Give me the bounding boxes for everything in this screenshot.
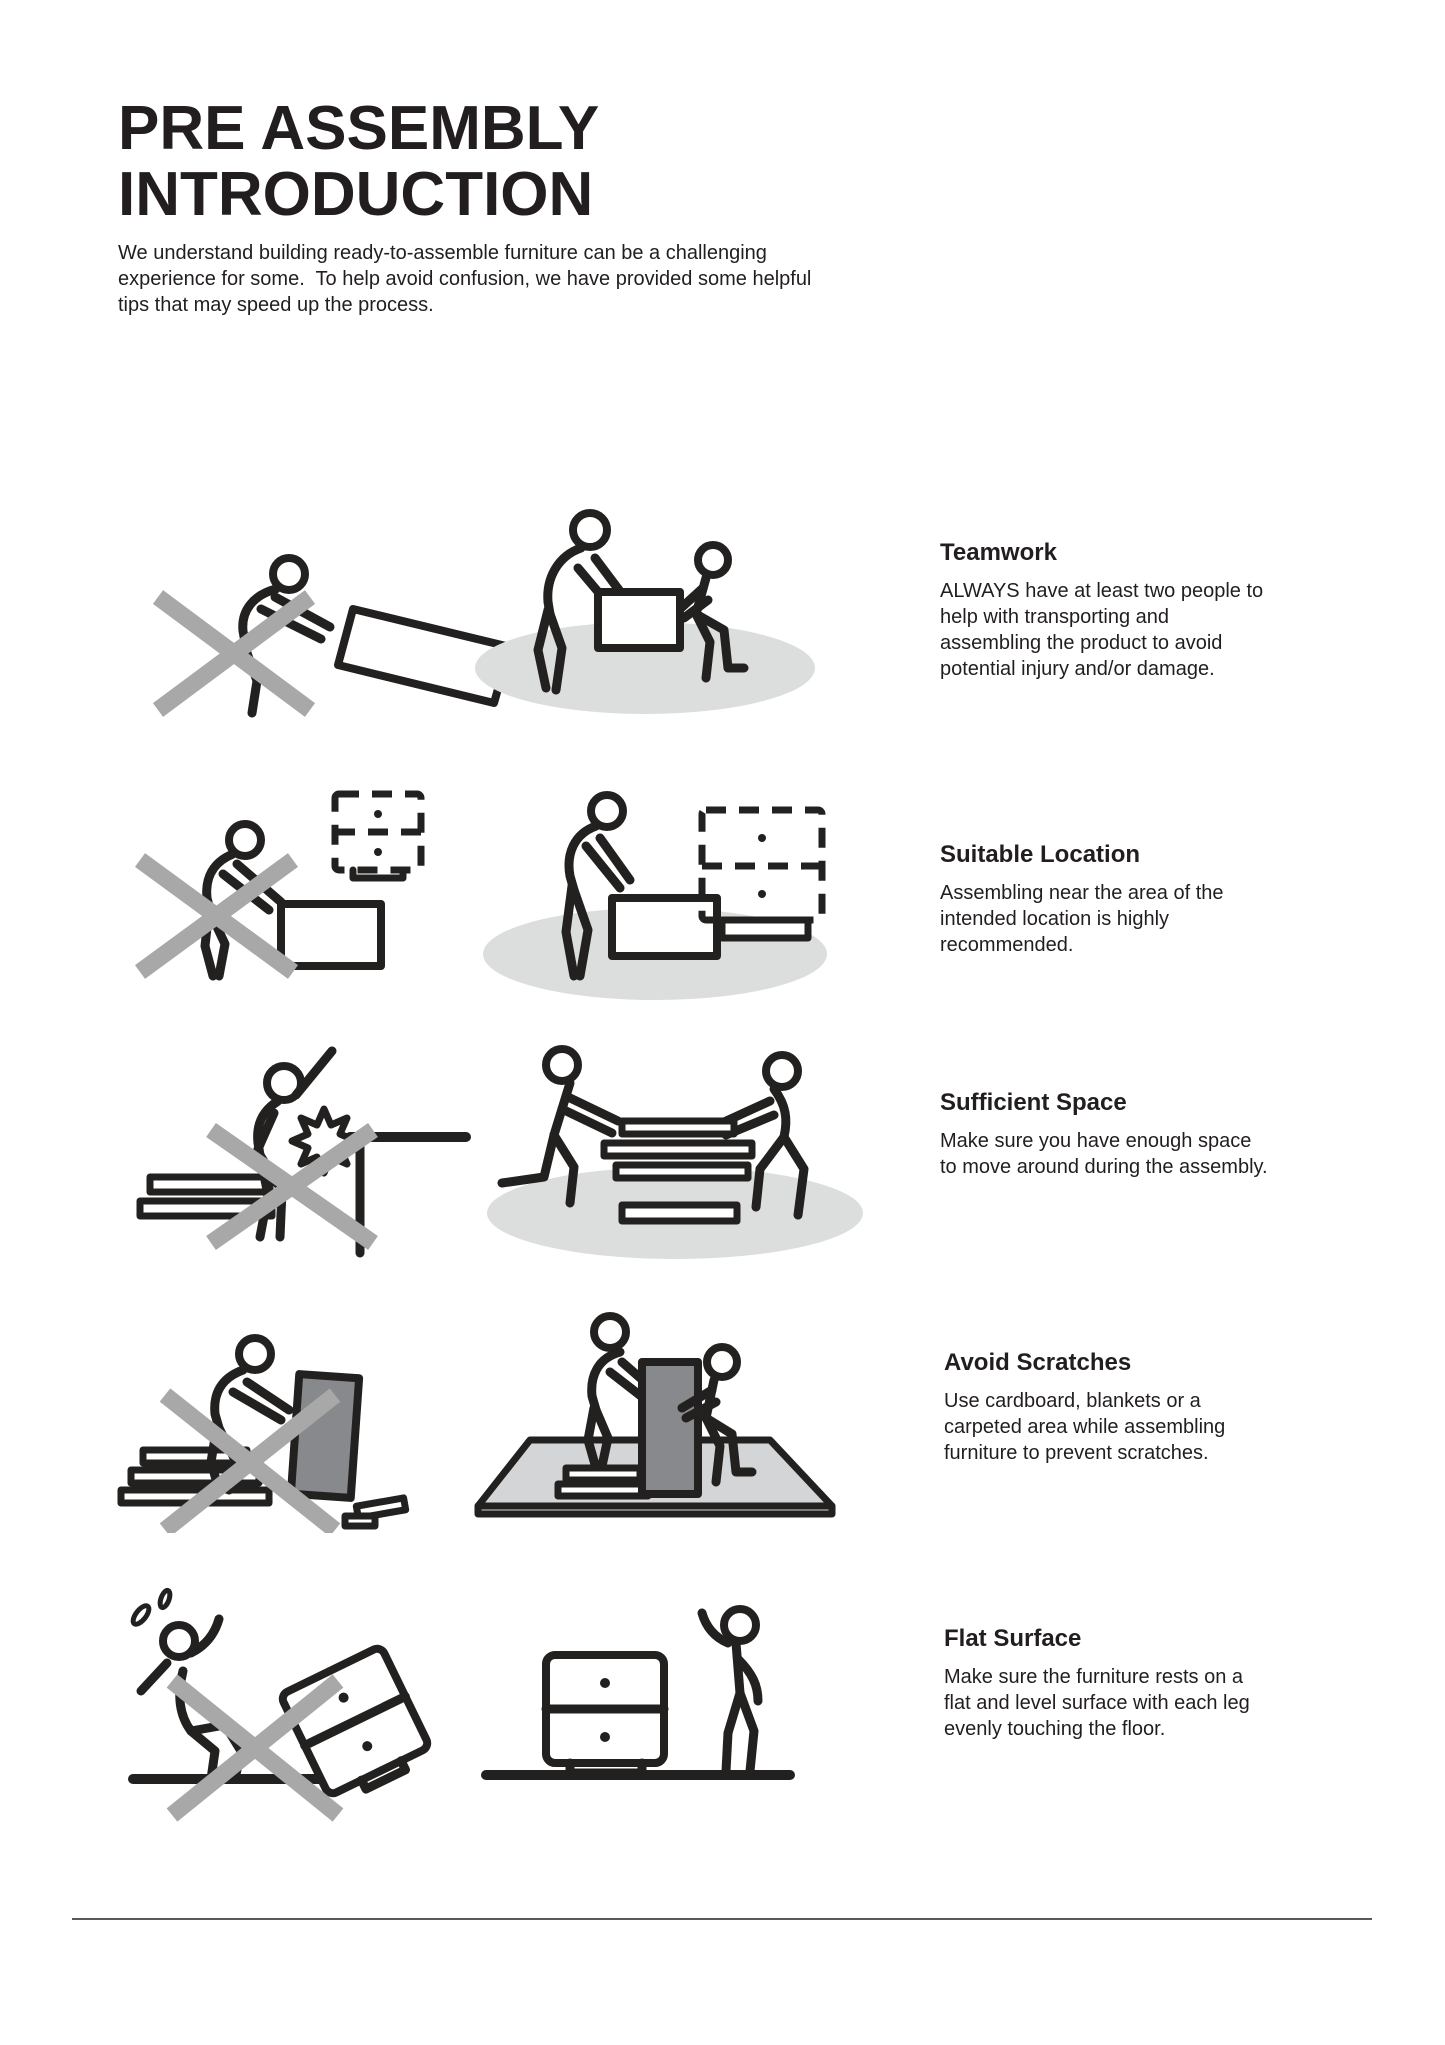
section-body: Make sure you have enough space to move around during the assembly.	[940, 1130, 1268, 1179]
cross-out-mark	[140, 860, 293, 972]
no-single-person-lift-icon	[125, 505, 520, 720]
section-body: ALWAYS have at least two people to help with transporting and assembling the product to avoid potential injury and/or damage.	[940, 580, 1264, 681]
flat-surface-icon	[478, 1593, 798, 1788]
intro-paragraph: We understand building ready-to-assemble furniture can be a challenging experience for some. To help avoid confusion, we have provided some helpful tips that may speed up the process.	[118, 242, 817, 316]
no-uneven-surface-icon	[103, 1583, 453, 1823]
section-teamwork	[940, 540, 1270, 682]
section-body: Make sure the furniture rests on a flat and level surface with each leg evenly touching the floor.	[944, 1666, 1250, 1741]
page-title	[118, 96, 599, 229]
page-title-line1: PRE ASSEMBLY	[118, 94, 600, 163]
footer-divider	[72, 1918, 1372, 1920]
section-title: Suitable Location	[940, 841, 1141, 868]
cross-out-mark	[158, 597, 310, 710]
section-title: Avoid Scratches	[944, 1349, 1132, 1376]
carpet-assembly-icon	[470, 1300, 840, 1520]
spacious-assembly-icon	[470, 1035, 870, 1263]
section-flat-surface	[944, 1626, 1274, 1742]
section-body: Use cardboard, blankets or a carpeted area while assembling furniture to prevent scratches.	[944, 1390, 1226, 1465]
section-suitable-location	[940, 842, 1270, 958]
section-title: Teamwork	[940, 539, 1057, 566]
two-person-carry-icon	[470, 490, 830, 725]
assemble-near-location-icon	[470, 778, 835, 1006]
section-sufficient-space	[940, 1090, 1270, 1180]
no-bare-floor-assembly-icon	[113, 1318, 448, 1533]
section-body: Assembling near the area of the intended location is highly recommended.	[940, 882, 1224, 957]
page-title-line2: INTRODUCTION	[118, 160, 594, 230]
section-avoid-scratches	[944, 1350, 1274, 1466]
no-distant-assembly-icon	[113, 772, 443, 997]
section-title: Flat Surface	[944, 1625, 1082, 1652]
section-title: Sufficient Space	[940, 1089, 1127, 1116]
no-cramped-space-icon	[128, 1025, 473, 1260]
